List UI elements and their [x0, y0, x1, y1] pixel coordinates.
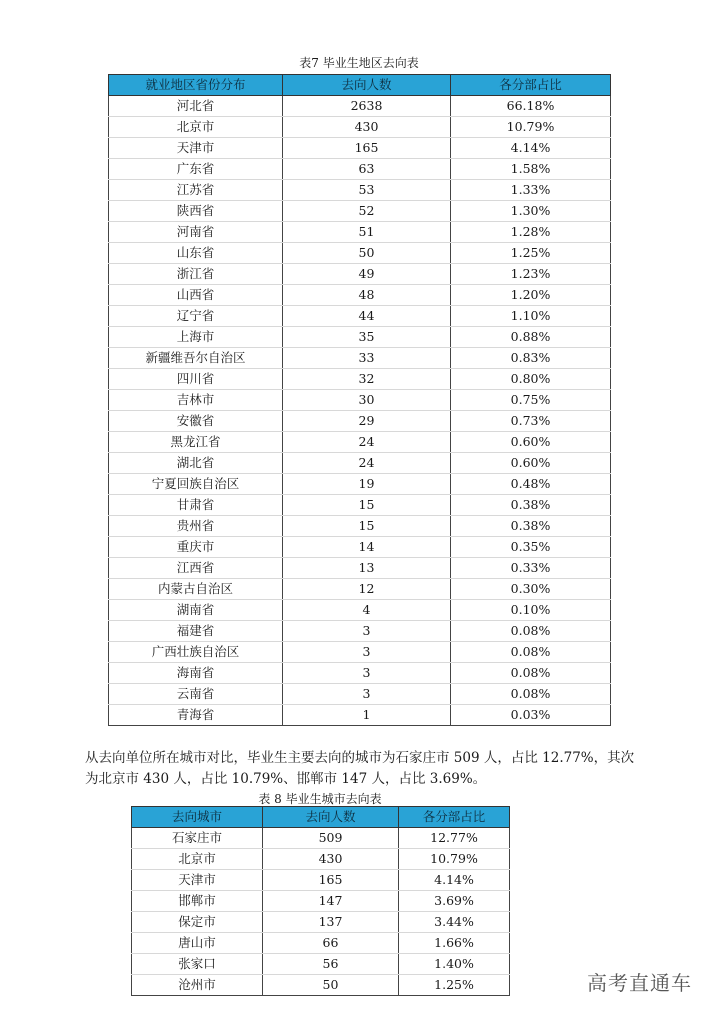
city-cell: 沧州市: [132, 975, 263, 996]
table-row: [132, 954, 510, 975]
table-row: [109, 327, 611, 348]
region-cell: 吉林市: [109, 390, 283, 411]
table-row: [109, 348, 611, 369]
count-cell: 13: [283, 558, 451, 579]
region-cell: 福建省: [109, 621, 283, 642]
table-row: [132, 849, 510, 870]
region-cell: 云南省: [109, 684, 283, 705]
region-cell: 山西省: [109, 285, 283, 306]
count-cell: 2638: [283, 96, 451, 117]
table-row: [109, 642, 611, 663]
count-cell: 48: [283, 285, 451, 306]
column-header-count: 去向人数: [263, 807, 399, 828]
region-cell: 陕西省: [109, 201, 283, 222]
count-cell: 50: [283, 243, 451, 264]
count-cell: 52: [283, 201, 451, 222]
column-header-region: 就业地区省份分布: [109, 75, 283, 96]
percent-cell: 0.33%: [451, 558, 611, 579]
percent-cell: 0.03%: [451, 705, 611, 726]
percent-cell: 4.14%: [451, 138, 611, 159]
city-cell: 石家庄市: [132, 828, 263, 849]
percent-cell: 0.60%: [451, 432, 611, 453]
table-row: [109, 663, 611, 684]
percent-cell: 0.08%: [451, 684, 611, 705]
table-row: [109, 180, 611, 201]
percent-cell: 0.38%: [451, 495, 611, 516]
count-cell: 165: [283, 138, 451, 159]
table-row: [109, 558, 611, 579]
table-row: [109, 390, 611, 411]
count-cell: 137: [263, 912, 399, 933]
region-cell: 江苏省: [109, 180, 283, 201]
table7-caption: 表7 毕业生地区去向表: [299, 56, 419, 70]
count-cell: 29: [283, 411, 451, 432]
count-cell: 15: [283, 495, 451, 516]
region-cell: 河北省: [109, 96, 283, 117]
count-cell: 24: [283, 453, 451, 474]
region-destination-table: [108, 74, 611, 726]
table8-caption: 表 8 毕业生城市去向表: [258, 792, 382, 806]
table-row: [109, 96, 611, 117]
table-row: [109, 537, 611, 558]
count-cell: 53: [283, 180, 451, 201]
region-cell: 海南省: [109, 663, 283, 684]
region-cell: 北京市: [109, 117, 283, 138]
count-cell: 430: [263, 849, 399, 870]
percent-cell: 66.18%: [451, 96, 611, 117]
table-row: [109, 138, 611, 159]
percent-cell: 0.08%: [451, 642, 611, 663]
count-cell: 4: [283, 600, 451, 621]
percent-cell: 1.20%: [451, 285, 611, 306]
percent-cell: 0.83%: [451, 348, 611, 369]
table-row: [109, 579, 611, 600]
region-cell: 新疆维吾尔自治区: [109, 348, 283, 369]
table-row: [109, 285, 611, 306]
count-cell: 1: [283, 705, 451, 726]
table-row: [109, 201, 611, 222]
percent-cell: 1.33%: [451, 180, 611, 201]
percent-cell: 1.25%: [451, 243, 611, 264]
city-cell: 唐山市: [132, 933, 263, 954]
city-cell: 张家口: [132, 954, 263, 975]
percent-cell: 0.60%: [451, 453, 611, 474]
table-row: [109, 453, 611, 474]
percent-cell: 0.88%: [451, 327, 611, 348]
count-cell: 12: [283, 579, 451, 600]
table-row: [132, 975, 510, 996]
table-row: [109, 684, 611, 705]
table-row: [132, 933, 510, 954]
percent-cell: 0.35%: [451, 537, 611, 558]
city-cell: 邯郸市: [132, 891, 263, 912]
percent-cell: 3.69%: [399, 891, 510, 912]
count-cell: 32: [283, 369, 451, 390]
count-cell: 49: [283, 264, 451, 285]
table-row: [109, 222, 611, 243]
table-row: [109, 516, 611, 537]
table-row: [132, 912, 510, 933]
percent-cell: 0.75%: [451, 390, 611, 411]
count-cell: 147: [263, 891, 399, 912]
count-cell: 50: [263, 975, 399, 996]
region-cell: 湖南省: [109, 600, 283, 621]
table-row: [109, 264, 611, 285]
table-row: [109, 306, 611, 327]
percent-cell: 0.08%: [451, 621, 611, 642]
region-cell: 河南省: [109, 222, 283, 243]
percent-cell: 0.73%: [451, 411, 611, 432]
region-cell: 上海市: [109, 327, 283, 348]
column-header-percent: 各分部占比: [451, 75, 611, 96]
percent-cell: 1.28%: [451, 222, 611, 243]
table-row: [109, 621, 611, 642]
region-cell: 天津市: [109, 138, 283, 159]
percent-cell: 4.14%: [399, 870, 510, 891]
count-cell: 15: [283, 516, 451, 537]
count-cell: 56: [263, 954, 399, 975]
summary-paragraph: 从去向单位所在城市对比，毕业生主要去向的城市为石家庄市 509 人，占比 12.77%，其次为北京市 430 人，占比 10.79%、邯郸市 147 人，占比 3.69%。: [85, 750, 635, 787]
city-cell: 天津市: [132, 870, 263, 891]
count-cell: 24: [283, 432, 451, 453]
table-row: [109, 600, 611, 621]
region-cell: 辽宁省: [109, 306, 283, 327]
count-cell: 509: [263, 828, 399, 849]
percent-cell: 12.77%: [399, 828, 510, 849]
region-cell: 山东省: [109, 243, 283, 264]
region-cell: 甘肃省: [109, 495, 283, 516]
percent-cell: 10.79%: [399, 849, 510, 870]
count-cell: 3: [283, 684, 451, 705]
table-row: [109, 117, 611, 138]
column-header-city: 去向城市: [132, 807, 263, 828]
city-cell: 保定市: [132, 912, 263, 933]
region-cell: 广东省: [109, 159, 283, 180]
region-cell: 广西壮族自治区: [109, 642, 283, 663]
count-cell: 14: [283, 537, 451, 558]
table-header-row: [109, 75, 611, 96]
percent-cell: 1.25%: [399, 975, 510, 996]
count-cell: 430: [283, 117, 451, 138]
table-row: [109, 495, 611, 516]
percent-cell: 0.38%: [451, 516, 611, 537]
table-row: [132, 828, 510, 849]
count-cell: 165: [263, 870, 399, 891]
count-cell: 3: [283, 642, 451, 663]
count-cell: 3: [283, 621, 451, 642]
city-destination-table: [131, 806, 510, 996]
region-cell: 江西省: [109, 558, 283, 579]
count-cell: 33: [283, 348, 451, 369]
region-cell: 宁夏回族自治区: [109, 474, 283, 495]
watermark-logo-text: 高考直通车: [587, 971, 692, 995]
percent-cell: 1.66%: [399, 933, 510, 954]
table-row: [109, 369, 611, 390]
count-cell: 44: [283, 306, 451, 327]
region-cell: 黑龙江省: [109, 432, 283, 453]
city-cell: 北京市: [132, 849, 263, 870]
percent-cell: 1.40%: [399, 954, 510, 975]
percent-cell: 1.58%: [451, 159, 611, 180]
count-cell: 19: [283, 474, 451, 495]
region-cell: 安徽省: [109, 411, 283, 432]
count-cell: 63: [283, 159, 451, 180]
percent-cell: 0.30%: [451, 579, 611, 600]
region-cell: 贵州省: [109, 516, 283, 537]
column-header-count: 去向人数: [283, 75, 451, 96]
region-cell: 重庆市: [109, 537, 283, 558]
count-cell: 30: [283, 390, 451, 411]
table-row: [109, 159, 611, 180]
percent-cell: 1.23%: [451, 264, 611, 285]
table-row: [132, 870, 510, 891]
percent-cell: 0.08%: [451, 663, 611, 684]
percent-cell: 3.44%: [399, 912, 510, 933]
table-row: [109, 243, 611, 264]
region-cell: 湖北省: [109, 453, 283, 474]
region-cell: 浙江省: [109, 264, 283, 285]
count-cell: 51: [283, 222, 451, 243]
region-cell: 青海省: [109, 705, 283, 726]
count-cell: 35: [283, 327, 451, 348]
table-row: [109, 411, 611, 432]
count-cell: 66: [263, 933, 399, 954]
table-row: [109, 432, 611, 453]
region-cell: 内蒙古自治区: [109, 579, 283, 600]
percent-cell: 1.10%: [451, 306, 611, 327]
table-row: [132, 891, 510, 912]
table-row: [109, 474, 611, 495]
table-row: [109, 705, 611, 726]
percent-cell: 10.79%: [451, 117, 611, 138]
percent-cell: 0.80%: [451, 369, 611, 390]
percent-cell: 0.10%: [451, 600, 611, 621]
table-header-row: [132, 807, 510, 828]
region-cell: 四川省: [109, 369, 283, 390]
percent-cell: 0.48%: [451, 474, 611, 495]
percent-cell: 1.30%: [451, 201, 611, 222]
count-cell: 3: [283, 663, 451, 684]
column-header-percent: 各分部占比: [399, 807, 510, 828]
